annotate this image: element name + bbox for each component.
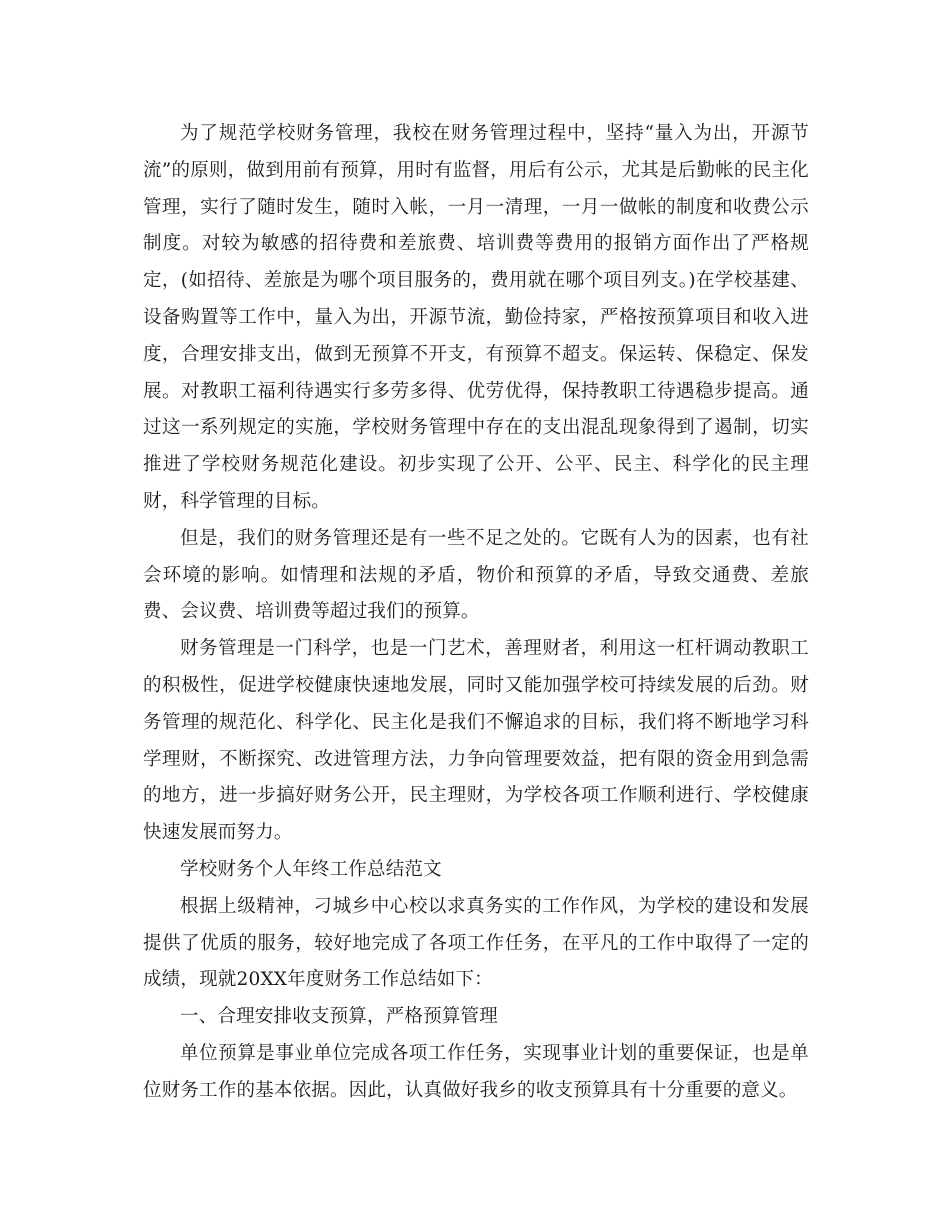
section-heading-budget: 一、合理安排收支预算，严格预算管理 xyxy=(180,1006,498,1028)
paragraph-conclusion: 财务管理是一门科学，也是一门艺术，善理财者，利用这一杠杆调动教职工的积极性，促进学校健康快速地发展，同时又能加强学校可持续发展的后劲。财务管理的规范化、科学化、民主化是我们不懈追求的目标，我们将不断地学习科学理财，不断探究、改进管理方法，力争向管理要效益，把有限的资金用到急需的地方，进一步搞好财务公开，民主理财，为学校各项工作顺利进行、学校健康快速发展而努力。 xyxy=(143,638,809,844)
paragraph-intro: 根据上级精神，刁城乡中心校以求真务实的工作作风，为学校的建设和发展提供了优质的服务，较好地完成了各项工作任务，在平凡的工作中取得了一定的成绩，现就20XX年度财务工作总结如下： xyxy=(143,895,809,991)
paragraph-budget: 单位预算是事业单位完成各项工作任务，实现事业计划的重要保证，也是单位财务工作的基本依据。因此，认真做好我乡的收支预算具有十分重要的意义。 xyxy=(143,1042,809,1101)
paragraph-financial-management: 为了规范学校财务管理，我校在财务管理过程中，坚持“量入为出，开源节流”的原则，做到用前有预算，用时有监督，用后有公示，尤其是后勤帐的民主化管理，实行了随时发生，随时入帐，一月一清理，一月一做帐的制度和收费公示制度。对较为敏感的招待费和差旅费、培训费等费用的报销方面作出了严格规定，(如招待、差旅是为哪个项目服务的，费用就在哪个项目列支。)在学校基建、设备购置等工作中，量入为出，开源节流，勤俭持家，严格按预算项目和收入进度，合理安排支出，做到无预算不开支，有预算不超支。保运转、保稳定、保发展。对教职工福利待遇实行多劳多得、优劳优得，保持教职工待遇稳步提高。通过这一系列规定的实施，学校财务管理中存在的支出混乱现象得到了遏制，切实推进了学校财务规范化建设。初步实现了公开、公平、民主、科学化的民主理财，科学管理的目标。 xyxy=(143,123,809,512)
document-body xyxy=(143,116,809,1110)
document-title: 学校财务个人年终工作总结范文 xyxy=(180,858,442,880)
paragraph-shortcomings: 但是，我们的财务管理还是有一些不足之处的。它既有人为的因素，也有社会环境的影响。如情理和法规的矛盾，物价和预算的矛盾，导致交通费、差旅费、会议费、培训费等超过我们的预算。 xyxy=(143,527,809,623)
